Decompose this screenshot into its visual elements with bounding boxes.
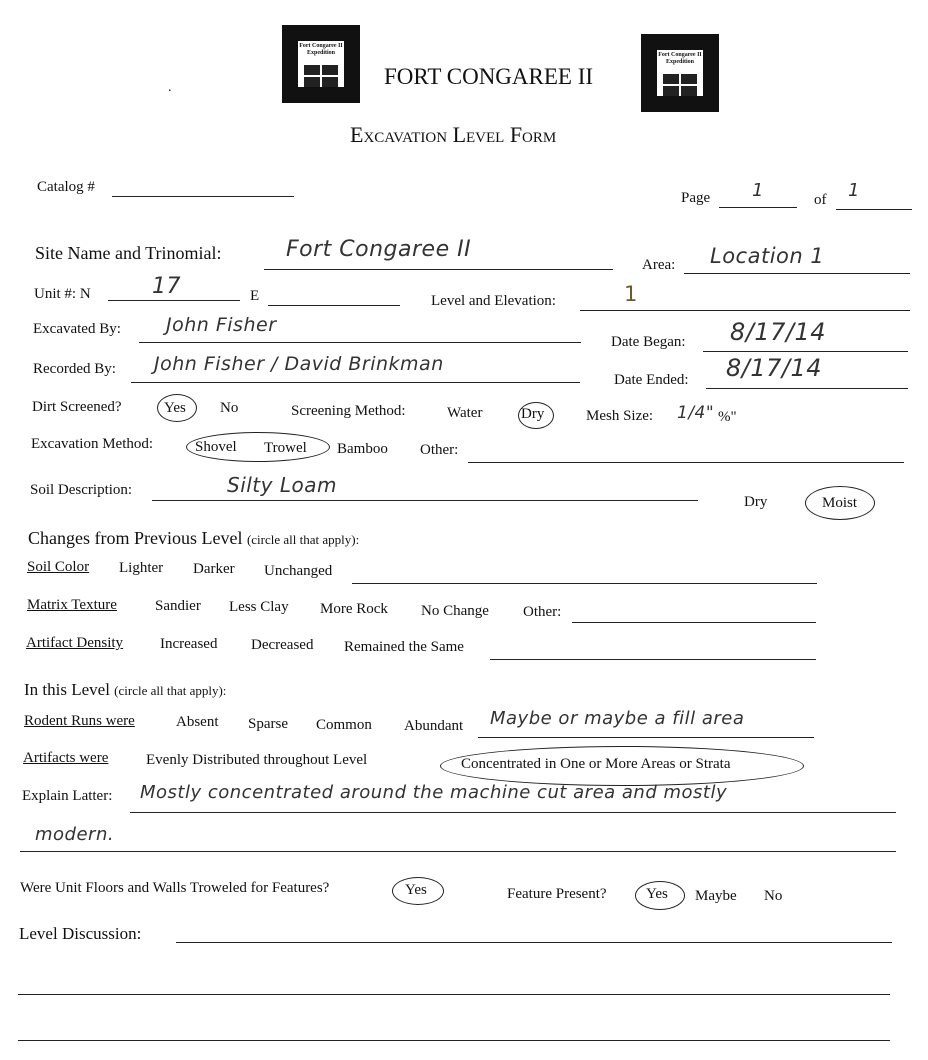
stray-dot: . <box>168 80 172 95</box>
excavated-label: Excavated By: <box>33 321 121 337</box>
concentrated-option[interactable]: Concentrated in One or More Areas or Strata <box>461 756 731 772</box>
dirt-no-option[interactable]: No <box>220 400 239 416</box>
date-ended-field[interactable] <box>706 388 908 389</box>
soil-value: Silty Loam <box>227 473 337 497</box>
site-value: Fort Congaree II <box>286 237 472 262</box>
discussion-field-2[interactable] <box>18 994 890 995</box>
dirt-yes-option[interactable]: Yes <box>164 400 186 416</box>
soil-label: Soil Description: <box>30 482 133 498</box>
area-value: Location 1 <box>710 244 825 268</box>
date-ended-label: Date Ended: <box>614 372 689 388</box>
no-change-option[interactable]: No Change <box>421 603 489 619</box>
of-label: of <box>814 192 827 208</box>
catalog-field[interactable] <box>112 196 294 197</box>
page-title: FORT CONGAREE II <box>384 64 594 89</box>
soil-field[interactable] <box>152 500 698 501</box>
exc-trowel-option[interactable]: Trowel <box>264 440 307 456</box>
feature-maybe-option[interactable]: Maybe <box>695 888 737 904</box>
mesh-value: 1/4" <box>677 403 715 423</box>
discussion-field-3[interactable] <box>18 1040 890 1041</box>
mesh-label: Mesh Size: <box>586 408 654 424</box>
screening-label: Screening Method: <box>291 403 406 419</box>
level-field[interactable] <box>580 310 910 311</box>
area-field[interactable] <box>684 273 910 274</box>
rodent-label: Rodent Runs were <box>24 713 135 729</box>
abundant-option[interactable]: Abundant <box>404 718 464 734</box>
feature-label: Feature Present? <box>507 886 607 902</box>
mesh-other-option[interactable]: %" <box>718 409 737 425</box>
seal-text-left: Fort Congaree II Expedition <box>299 43 343 56</box>
decreased-option[interactable]: Decreased <box>251 637 314 653</box>
level-heading <box>24 680 226 700</box>
recorded-value: John Fisher / David Brinkman <box>154 353 444 375</box>
explain-value-2: modern. <box>35 824 115 845</box>
rodent-value: Maybe or maybe a fill area <box>490 708 745 729</box>
changes-note: (circle all that apply): <box>246 532 360 547</box>
fort-seal-right <box>641 34 719 112</box>
level-note: (circle all that apply): <box>114 683 227 698</box>
rodent-field[interactable] <box>478 737 814 738</box>
form-title: Excavation Level Form <box>350 122 557 147</box>
exc-shovel-option[interactable]: Shovel <box>195 439 237 455</box>
darker-option[interactable]: Darker <box>193 561 235 577</box>
feature-no-option[interactable]: No <box>764 888 783 904</box>
level-label: Level and Elevation: <box>431 293 556 309</box>
matrix-other-label: Other: <box>523 604 562 620</box>
unit-e-label: E <box>250 288 260 304</box>
troweled-yes-option[interactable]: Yes <box>405 882 427 898</box>
changes-heading-text: Changes from Previous Level <box>28 528 243 548</box>
excavated-field[interactable] <box>139 342 581 343</box>
catalog-label: Catalog # <box>37 179 95 195</box>
date-began-field[interactable] <box>703 351 908 352</box>
dirt-label: Dirt Screened? <box>32 399 122 415</box>
exc-other-field[interactable] <box>468 462 904 463</box>
screening-dry-option[interactable]: Dry <box>521 406 545 422</box>
recorded-label: Recorded By: <box>33 361 116 377</box>
recorded-field[interactable] <box>131 382 580 383</box>
seal-text-right: Fort Congaree II Expedition <box>658 52 702 65</box>
matrix-other-field[interactable] <box>572 622 816 623</box>
excavated-value: John Fisher <box>166 314 277 336</box>
unit-label: Unit #: N <box>34 286 91 302</box>
soil-color-field[interactable] <box>352 583 817 584</box>
excavation-label: Excavation Method: <box>31 436 154 452</box>
soil-dry-option[interactable]: Dry <box>744 494 768 510</box>
exc-bamboo-option[interactable]: Bamboo <box>337 441 388 457</box>
area-label: Area: <box>642 257 676 273</box>
date-began-label: Date Began: <box>611 334 686 350</box>
unit-e-field[interactable] <box>268 305 400 306</box>
troweled-label: Were Unit Floors and Walls Troweled for Features? <box>20 880 330 896</box>
page-label: Page <box>681 190 711 206</box>
unchanged-option[interactable]: Unchanged <box>264 563 333 579</box>
exc-other-label: Other: <box>420 442 459 458</box>
site-label: Site Name and Trinomial: <box>35 243 222 263</box>
remained-option[interactable]: Remained the Same <box>344 639 464 655</box>
level-heading-text: In this Level <box>24 680 110 699</box>
lighter-option[interactable]: Lighter <box>119 560 164 576</box>
of-value: 1 <box>848 180 860 201</box>
explain-value-1: Mostly concentrated around the machine cut area and mostly <box>140 782 728 803</box>
site-field[interactable] <box>264 269 613 270</box>
screening-water-option[interactable]: Water <box>447 405 483 421</box>
artifact-density-field[interactable] <box>490 659 816 660</box>
discussion-field-1[interactable] <box>176 942 892 943</box>
feature-yes-option[interactable]: Yes <box>646 886 668 902</box>
evenly-option[interactable]: Evenly Distributed throughout Level <box>146 752 368 768</box>
discussion-label: Level Discussion: <box>19 924 142 943</box>
less-clay-option[interactable]: Less Clay <box>229 599 289 615</box>
of-field[interactable] <box>836 209 912 210</box>
fort-seal-left <box>282 25 360 103</box>
explain-label: Explain Latter: <box>22 788 113 804</box>
page-value: 1 <box>752 180 764 201</box>
soil-moist-option[interactable]: Moist <box>822 495 858 511</box>
explain-field-1[interactable] <box>130 812 896 813</box>
changes-heading <box>28 528 359 549</box>
explain-field-2[interactable] <box>20 851 896 852</box>
increased-option[interactable]: Increased <box>160 636 218 652</box>
level-value: 1 <box>624 282 638 306</box>
page-field[interactable] <box>719 207 797 208</box>
date-ended-value: 8/17/14 <box>726 354 823 382</box>
soil-color-label: Soil Color <box>27 559 90 575</box>
common-option[interactable]: Common <box>316 717 372 733</box>
matrix-texture-label: Matrix Texture <box>27 597 117 613</box>
unit-n-value: 17 <box>152 274 181 299</box>
more-rock-option[interactable]: More Rock <box>320 601 388 617</box>
sandier-option[interactable]: Sandier <box>155 598 201 614</box>
artifact-density-label: Artifact Density <box>26 635 124 651</box>
date-began-value: 8/17/14 <box>730 318 827 346</box>
sparse-option[interactable]: Sparse <box>248 716 288 732</box>
artifacts-label: Artifacts were <box>23 750 109 766</box>
unit-n-field[interactable] <box>108 300 240 301</box>
absent-option[interactable]: Absent <box>176 714 219 730</box>
